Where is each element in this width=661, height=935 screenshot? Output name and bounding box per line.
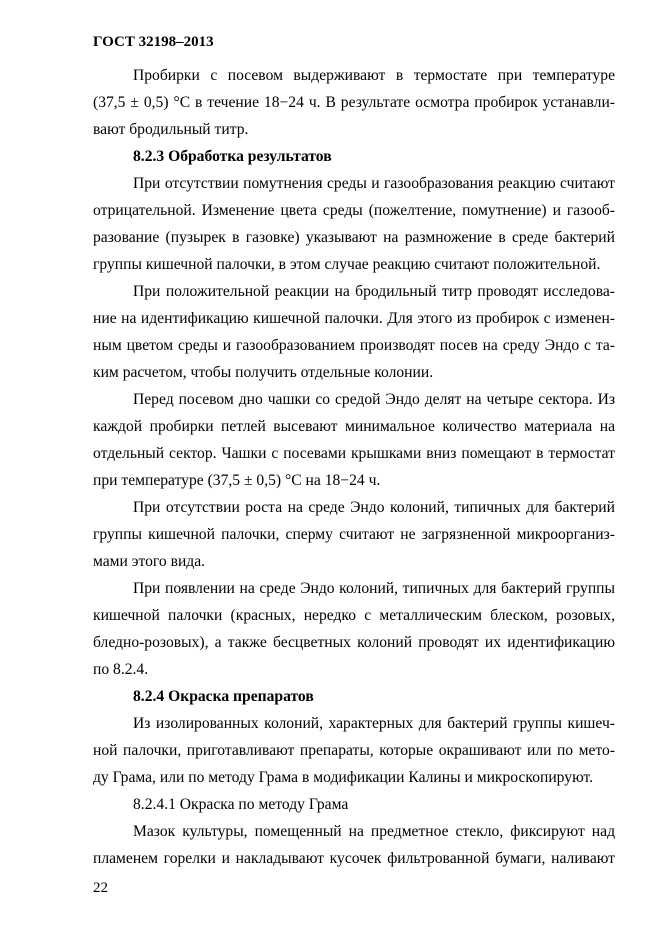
text-line: При отсутствии помутнения среды и газообразования реакцию считают	[133, 175, 615, 192]
text-line: Мазок культуры, помещенный на предметное стекло, фиксируют над	[133, 823, 615, 840]
section-heading: 8.2.3 Обработка результатов	[133, 148, 332, 165]
text-line: ду Грама, или по методу Грама в модификации Калины и микроскопируют.	[93, 769, 594, 786]
text-line: отдельный сектор. Чашки с посевами крышками вниз помещают в термостат	[93, 445, 615, 462]
text-line: При отсутствии роста на среде Эндо колоний, типичных для бактерий	[133, 499, 615, 516]
text-line: ким расчетом, чтобы получить отдельные колонии.	[93, 364, 434, 381]
text-line: группы кишечной палочки, в этом случае реакцию считают положительной.	[93, 256, 601, 273]
text-line: бледно-розовых), а также бесцветных колоний проводят их идентификацию	[93, 634, 615, 651]
text-line: кишечной палочки (красных, нередко с металлическим блеском, розовых,	[93, 607, 615, 624]
text-line: 8.2.4.1 Окраска по методу Грама	[133, 796, 349, 813]
text-line: разование (пузырек в газовке) указывают на размножение в среде бактерий	[93, 229, 615, 246]
text-line: При появлении на среде Эндо колоний, типичных для бактерий группы	[133, 580, 615, 597]
document-body	[93, 62, 615, 872]
page-number: 22	[93, 880, 108, 896]
text-line: по 8.2.4.	[93, 661, 149, 678]
text-line: ной палочки, приготавливают препараты, которые окрашивают или по мето-	[93, 742, 615, 759]
text-line: Пробирки с посевом выдерживают в термостате при температуре	[133, 67, 615, 84]
document-header: ГОСТ 32198–2013	[93, 34, 214, 50]
text-line: каждой пробирки петлей высевают минимальное количество материала на	[93, 418, 615, 435]
text-line: (37,5 ± 0,5) °С в течение 18−24 ч. В результате осмотра пробирок устанавли-	[93, 94, 615, 111]
text-line: При положительной реакции на бродильный титр проводят исследова-	[133, 283, 615, 300]
text-line: отрицательной. Изменение цвета среды (пожелтение, помутнение) и газооб-	[93, 202, 615, 219]
text-line: Перед посевом дно чашки со средой Эндо делят на четыре сектора. Из	[133, 391, 615, 408]
text-line: вают бродильный титр.	[93, 121, 249, 138]
text-line: ным цветом среды и газообразованием производят посев на среду Эндо с та-	[93, 337, 615, 354]
section-heading: 8.2.4 Окраска препаратов	[133, 688, 314, 705]
text-line: при температуре (37,5 ± 0,5) °С на 18−24 ч.	[93, 472, 381, 489]
text-line: мами этого вида.	[93, 553, 206, 570]
text-line: группы кишечной палочки, сперму считают не загрязненной микроорганиз-	[93, 526, 615, 543]
text-line: пламенем горелки и накладывают кусочек фильтрованной бумаги, наливают	[93, 850, 615, 867]
text-line: ние на идентификацию кишечной палочки. Для этого из пробирок с изменен-	[93, 310, 615, 327]
text-line: Из изолированных колоний, характерных для бактерий группы кишеч-	[133, 715, 615, 732]
